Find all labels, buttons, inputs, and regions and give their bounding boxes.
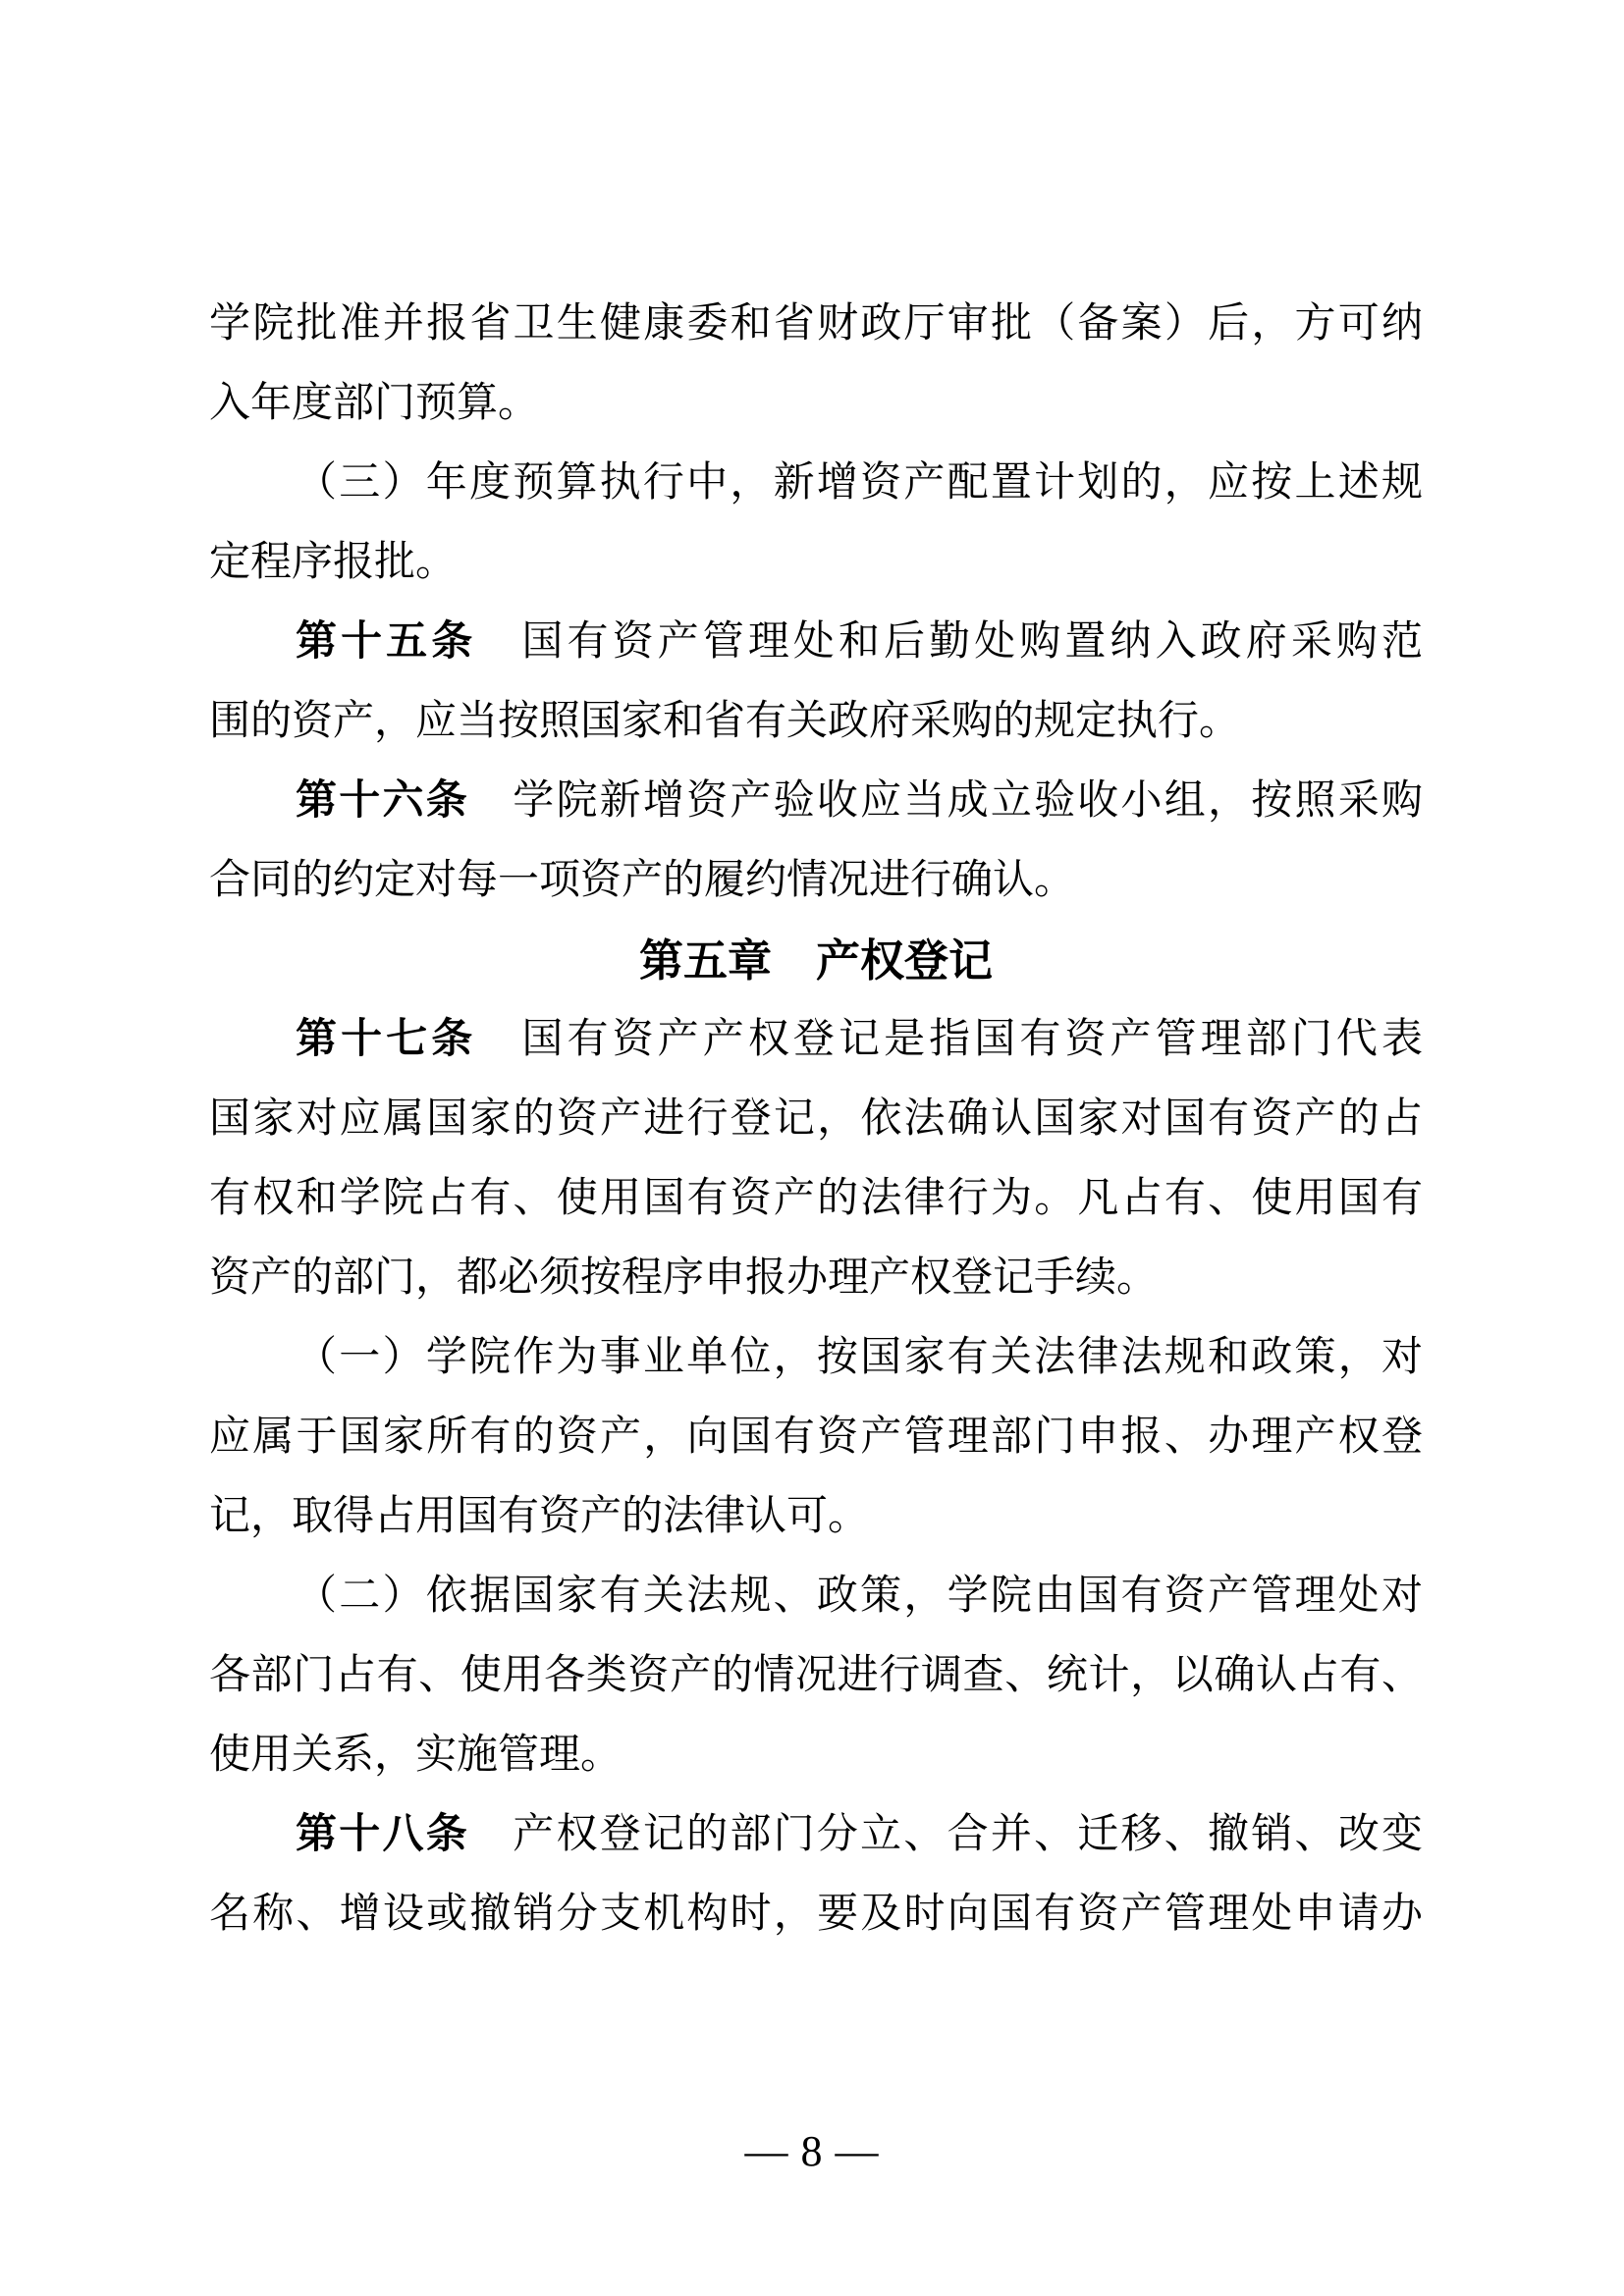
article-number: 第十七条 <box>296 1017 477 1062</box>
page-number: — 8 — <box>744 2127 880 2175</box>
text-run: 国家对应属国家的资产进行登记，依法确认国家对国有资产的占 <box>209 1096 1423 1142</box>
chapter-heading <box>209 921 1423 1000</box>
article-number: 第十五条 <box>296 619 477 665</box>
text-line <box>209 1557 1423 1636</box>
text-run: 名称、增设或撤销分支机构时，要及时向国有资产管理处申请办 <box>209 1892 1423 1937</box>
text-line <box>209 1875 1423 1954</box>
text-line <box>209 285 1423 364</box>
text-line <box>209 762 1423 841</box>
document-body <box>209 285 1423 1954</box>
text-line <box>209 1318 1423 1398</box>
text-run: 使用关系，实施管理。 <box>209 1733 623 1778</box>
article-number: 第十六条 <box>296 778 469 824</box>
text-line <box>209 603 1423 682</box>
text-run: 合同的约定对每一项资产的履约情况进行确认。 <box>209 858 1076 903</box>
text-run: 资产的部门，都必须按程序申报办理产权登记手续。 <box>209 1255 1159 1301</box>
text-run: 国有资产管理处和后勤处购置纳入政府采购范 <box>476 619 1423 665</box>
text-line <box>209 1477 1423 1557</box>
text-line <box>209 841 1423 921</box>
text-line <box>209 1239 1423 1318</box>
text-run: 产权登记的部门分立、合并、迁移、撤销、改变 <box>468 1812 1423 1857</box>
text-run: （三）年度预算执行中，新增资产配置计划的，应按上述规 <box>296 460 1423 506</box>
text-run: 应属于国家所有的资产，向国有资产管理部门申报、办理产权登 <box>209 1415 1423 1460</box>
text-run: 学院批准并报省卫生健康委和省财政厅审批（备案）后，方可纳 <box>209 301 1423 347</box>
text-run: 国有资产产权登记是指国有资产管理部门代表 <box>476 1017 1423 1062</box>
text-line <box>209 364 1423 444</box>
text-line <box>209 682 1423 762</box>
text-run: 入年度部门预算。 <box>209 381 540 426</box>
text-run: 围的资产，应当按照国家和省有关政府采购的规定执行。 <box>209 699 1241 744</box>
text-line <box>209 1636 1423 1716</box>
text-run: 有权和学院占有、使用国有资产的法律行为。凡占有、使用国有 <box>209 1176 1423 1221</box>
text-line <box>209 1795 1423 1875</box>
chapter-heading-text: 第五章 产权登记 <box>638 935 993 986</box>
text-run: 定程序报批。 <box>209 540 458 585</box>
text-line <box>209 444 1423 523</box>
text-run: 学院新增资产验收应当成立验收小组，按照采购 <box>468 778 1423 824</box>
text-line <box>209 1716 1423 1795</box>
text-run: 记，取得占用国有资产的法律认可。 <box>209 1494 870 1539</box>
text-line <box>209 1080 1423 1159</box>
text-run: （一）学院作为事业单位，按国家有关法律法规和政策，对 <box>296 1335 1423 1380</box>
text-line <box>209 1000 1423 1080</box>
text-line <box>209 523 1423 603</box>
text-line <box>209 1398 1423 1477</box>
article-number: 第十八条 <box>296 1812 469 1857</box>
text-run: （二）依据国家有关法规、政策，学院由国有资产管理处对 <box>296 1574 1423 1619</box>
text-run: 各部门占有、使用各类资产的情况进行调查、统计，以确认占有、 <box>209 1653 1423 1698</box>
text-line <box>209 1159 1423 1239</box>
